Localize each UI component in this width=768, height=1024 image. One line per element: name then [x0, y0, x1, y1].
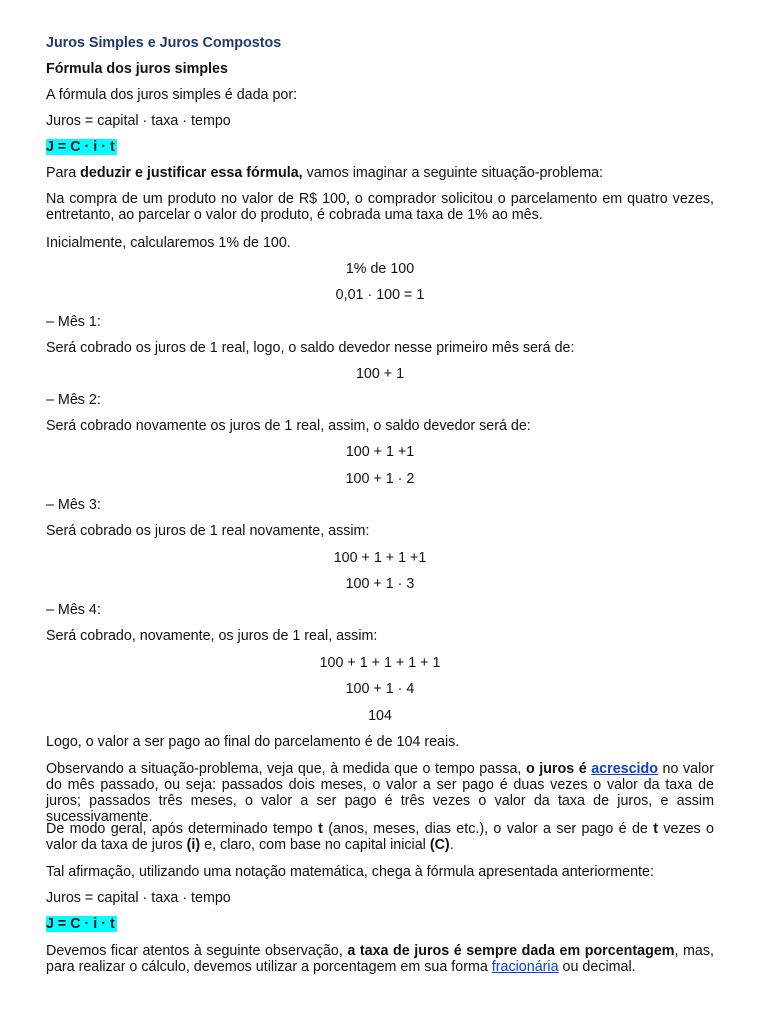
attention-post: ou decimal.: [558, 959, 636, 975]
deduce-bold: deduzir e justificar essa fórmula,: [80, 165, 303, 181]
general-t1: De modo geral, após determinado tempo: [46, 821, 319, 837]
general-b2: t: [653, 821, 658, 837]
attention-bold: a taxa de juros é sempre dada em porcentagem: [347, 943, 675, 959]
month-2-equation-2: 100 + 1 · 2: [345, 471, 415, 487]
observing-pre: Observando a situação-problema, veja que, à medida que o tempo passa,: [46, 761, 526, 777]
observing-bold: o juros é: [525, 761, 587, 777]
fracionaria-link[interactable]: fracionária: [491, 959, 559, 975]
acrescido-link[interactable]: acrescido: [591, 761, 658, 777]
general-b1: t: [318, 821, 323, 837]
month-1-text: Será cobrado os juros de 1 real, logo, o saldo devedor nesse primeiro mês será de:: [46, 340, 575, 356]
general-t5: .: [449, 837, 454, 853]
observing-paragraph: [46, 761, 714, 825]
statement-paragraph: Tal afirmação, utilizando uma notação matemática, chega à fórmula apresentada anteriormente:: [46, 864, 654, 880]
formula-words: Juros = capital · taxa · tempo: [46, 113, 231, 129]
deduce-paragraph: [46, 165, 714, 181]
month-1-label: – Mês 1:: [46, 314, 101, 330]
problem-paragraph: Na compra de um produto no valor de R$ 100, o comprador solicitou o parcelamento em quatro vezes, entretanto, ao parcelar o valor do produto, é cobrada uma taxa de 1% ao mês.: [46, 191, 714, 223]
general-b3: (i): [186, 837, 201, 853]
month-1-equation: 100 + 1: [355, 366, 405, 382]
month-3-label: – Mês 3:: [46, 497, 101, 513]
conclusion-paragraph: Logo, o valor a ser pago ao final do parcelamento é de 104 reais.: [46, 734, 460, 750]
formula-highlight-line: [46, 139, 714, 155]
month-3-equation-1: 100 + 1 + 1 +1: [333, 550, 427, 566]
formula-highlight-line-2: [46, 916, 714, 932]
formula-words-2: Juros = capital · taxa · tempo: [46, 890, 231, 906]
general-t3: vezes o valor da taxa de juros: [46, 821, 714, 853]
attention-pre: Devemos ficar atentos à seguinte observação,: [46, 943, 348, 959]
month-4-label: – Mês 4:: [46, 602, 101, 618]
deduce-post: vamos imaginar a seguinte situação-problema:: [302, 165, 604, 181]
attention-paragraph: [46, 943, 714, 975]
month-2-text: Será cobrado novamente os juros de 1 real, assim, o saldo devedor será de:: [46, 418, 531, 434]
document-title: Juros Simples e Juros Compostos: [46, 35, 282, 51]
section-heading: Fórmula dos juros simples: [46, 61, 228, 77]
month-2-equation-1: 100 + 1 +1: [345, 444, 415, 460]
month-4-equation-3: 104: [368, 708, 392, 724]
month-4-text: Será cobrado, novamente, os juros de 1 real, assim:: [46, 628, 378, 644]
general-t2: (anos, meses, dias etc.), o valor a ser pago é de: [322, 821, 654, 837]
general-t4: e, claro, com base no capital inicial: [200, 837, 430, 853]
calc-line-2: 0,01 · 100 = 1: [335, 287, 425, 303]
general-paragraph: [46, 821, 714, 853]
general-b4: (C): [429, 837, 450, 853]
initial-paragraph: Inicialmente, calcularemos 1% de 100.: [46, 235, 291, 251]
month-4-equation-2: 100 + 1 · 4: [345, 681, 415, 697]
month-3-text: Será cobrado os juros de 1 real novamente, assim:: [46, 523, 370, 539]
deduce-pre: Para: [46, 165, 81, 181]
observing-post: no valor do mês passado, ou seja: passados dois meses, o valor a ser pago é duas vezes o valor da taxa de juros; passados três meses, o valor a ser pago é três vezes o valor da taxa de juros, e assim sucessivamente.: [46, 761, 714, 825]
attention-mid: , mas, para realizar o cálculo, devemos utilizar a porcentagem em sua forma: [46, 943, 714, 975]
month-4-equation-1: 100 + 1 + 1 + 1 + 1: [319, 655, 441, 671]
formula-symbols-2: J = C · i · t: [46, 916, 115, 932]
intro-paragraph: A fórmula dos juros simples é dada por:: [46, 87, 298, 103]
month-3-equation-2: 100 + 1 · 3: [345, 576, 415, 592]
formula-symbols: J = C · i · t: [46, 139, 115, 155]
calc-line-1: 1% de 100: [345, 261, 415, 277]
month-2-label: – Mês 2:: [46, 392, 101, 408]
